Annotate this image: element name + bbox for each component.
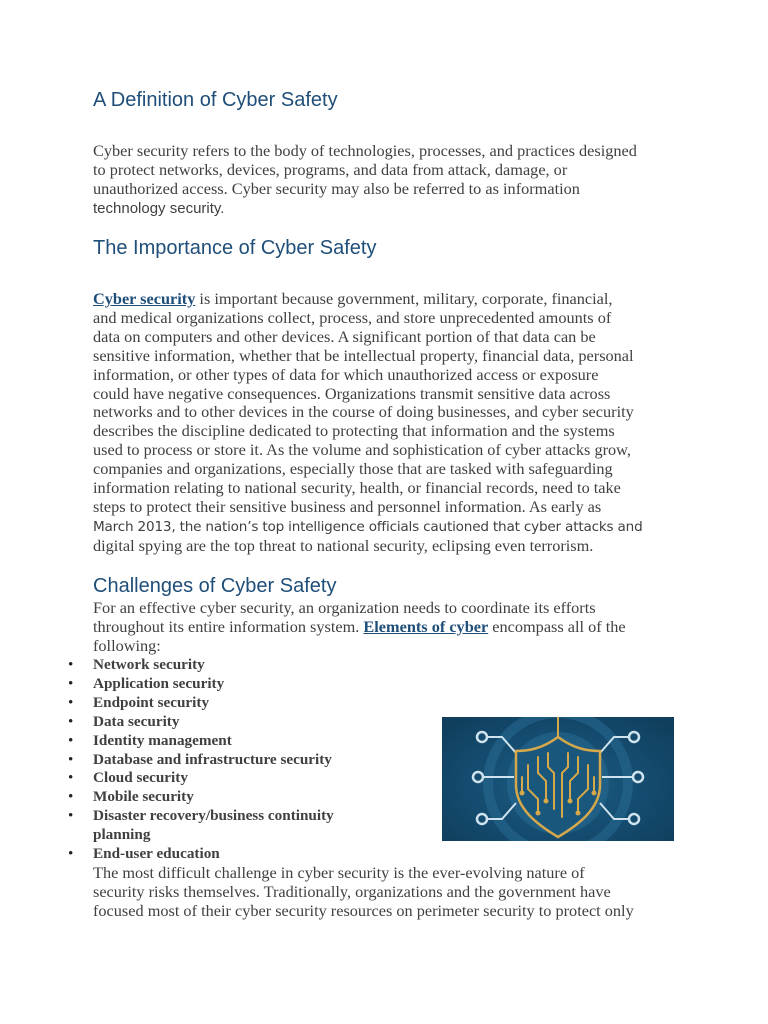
definition-line-4: technology security. <box>93 199 225 217</box>
definition-paragraph <box>93 142 677 219</box>
list-item: • Mobile security <box>93 788 393 807</box>
importance-line-5: information, or other types of data for which unauthorized access or exposure <box>93 364 599 384</box>
elements-of-cyber-link[interactable]: Elements of cyber <box>363 616 489 636</box>
heading-challenges: Challenges of Cyber Safety <box>93 575 337 597</box>
importance-line-2: and medical organizations collect, process, and store unprecedented amounts of <box>93 307 612 327</box>
importance-line-13: March 2013, the nation’s top intelligence officials cautioned that cyber attacks and <box>93 518 643 535</box>
definition-line-1: Cyber security refers to the body of technologies, processes, and practices designed <box>93 141 637 160</box>
importance-paragraph <box>93 290 677 556</box>
definition-line-3: unauthorized access. Cyber security may also be referred to as information <box>93 178 580 198</box>
challenges-intro-line-2a: throughout its entire information system. <box>93 616 364 636</box>
closing-line-2: security risks themselves. Traditionally, organizations and the government have <box>93 881 611 901</box>
definition-line-2: to protect networks, devices, programs, and data from attack, damage, or <box>93 159 568 179</box>
importance-line-8: describes the discipline dedicated to protecting that information and the systems <box>93 421 615 441</box>
list-item: • End-user education <box>93 845 393 864</box>
importance-line-3: data on computers and other devices. A significant portion of that data can be <box>93 326 596 346</box>
importance-line-6: could have negative consequences. Organizations transmit sensitive data across <box>93 383 611 403</box>
list-item: • Data security <box>93 713 393 732</box>
closing-line-3: focused most of their cyber security resources on perimeter security to protect only <box>93 900 634 920</box>
importance-line-1: is important because government, military, corporate, financial, <box>195 289 613 308</box>
challenges-closing <box>93 864 677 921</box>
challenges-intro-line-3: following: <box>93 635 161 655</box>
list-item: • Endpoint security <box>93 694 393 713</box>
importance-line-9: used to process or store it. As the volume and sophistication of cyber attacks grow, <box>93 440 631 460</box>
list-item: • Disaster recovery/business continuity planning <box>93 807 393 845</box>
list-item: • Database and infrastructure security <box>93 751 393 770</box>
importance-line-12: steps to protect their sensitive business and personnel information. As early as <box>93 496 602 516</box>
heading-definition: A Definition of Cyber Safety <box>93 89 338 111</box>
circuit-shield-icon <box>442 717 674 841</box>
challenges-intro-line-1: For an effective cyber security, an organization needs to coordinate its efforts <box>93 598 596 617</box>
circuit-shield-image <box>442 717 674 841</box>
cyber-security-link[interactable]: Cyber security <box>93 289 196 308</box>
importance-line-4: sensitive information, whether that be intellectual property, financial data, personal <box>93 345 634 365</box>
list-item: • Identity management <box>93 732 393 751</box>
security-elements-list <box>93 656 393 864</box>
importance-line-14: digital spying are the top threat to national security, eclipsing even terrorism. <box>93 535 594 555</box>
challenges-intro <box>93 599 677 656</box>
list-item: • Cloud security <box>93 769 393 788</box>
importance-line-10: companies and organizations, especially those that are tasked with safeguarding <box>93 459 613 479</box>
list-item: • Network security <box>93 656 393 675</box>
challenges-intro-line-2b: encompass all of the <box>488 616 626 636</box>
closing-line-1: The most difficult challenge in cyber security is the ever-evolving nature of <box>93 863 585 882</box>
importance-line-7: networks and to other devices in the course of doing businesses, and cyber security <box>93 402 634 422</box>
heading-importance: The Importance of Cyber Safety <box>93 237 377 259</box>
list-item: • Application security <box>93 675 393 694</box>
importance-line-11: information relating to national security, health, or financial records, need to take <box>93 478 621 498</box>
